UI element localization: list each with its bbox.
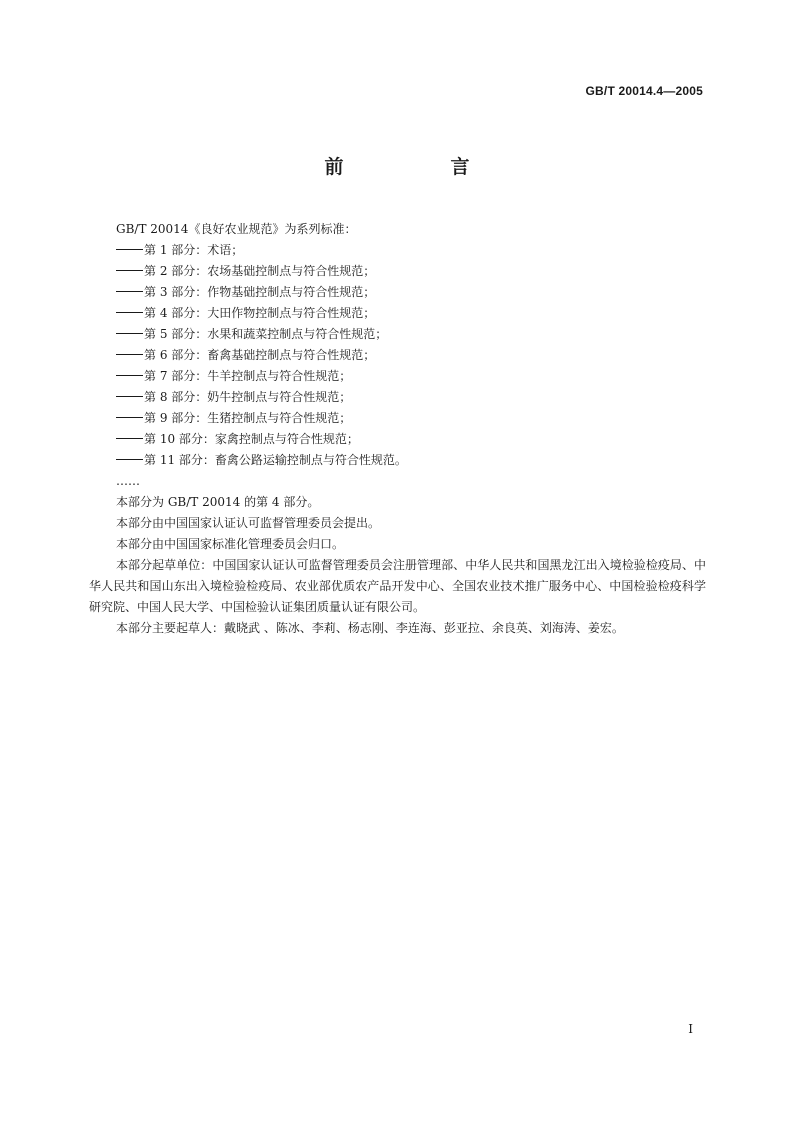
part-list-item	[89, 429, 706, 450]
part-list-item	[89, 366, 706, 387]
part-list-item	[89, 345, 706, 366]
dash-marker	[116, 438, 143, 440]
part-label: 第 9 部分：生猪控制点与符合性规范；	[144, 411, 352, 425]
dash-marker	[116, 249, 143, 251]
ellipsis-line: ……	[116, 474, 140, 488]
paragraph-part-number: 本部分为 GB/T 20014 的第 4 部分。	[116, 495, 320, 509]
page-title: 前 言	[324, 156, 514, 178]
paragraph-administrator: 本部分由中国国家标准化管理委员会归口。	[116, 537, 345, 551]
part-label: 第 7 部分：牛羊控制点与符合性规范；	[144, 369, 352, 383]
part-label: 第 10 部分：家禽控制点与符合性规范；	[144, 432, 359, 446]
part-list-item	[89, 240, 706, 261]
part-list-item	[89, 282, 706, 303]
part-label: 第 6 部分：畜禽基础控制点与符合性规范；	[144, 348, 376, 362]
dash-marker	[116, 354, 143, 356]
part-label: 第 5 部分：水果和蔬菜控制点与符合性规范；	[144, 327, 388, 341]
dash-marker	[116, 417, 143, 419]
foreword-body	[89, 219, 706, 639]
part-label: 第 4 部分：大田作物控制点与符合性规范；	[144, 306, 376, 320]
part-list-item	[89, 450, 706, 471]
dash-marker	[116, 333, 143, 335]
part-list-item	[89, 324, 706, 345]
part-label: 第 2 部分：农场基础控制点与符合性规范；	[144, 264, 376, 278]
dash-marker	[116, 270, 143, 272]
standard-code: GB/T 20014.4—2005	[585, 84, 703, 98]
part-list-item	[89, 408, 706, 429]
dash-marker	[116, 312, 143, 314]
intro-line: GB/T 20014《良好农业规范》为系列标准：	[116, 222, 357, 236]
dash-marker	[116, 291, 143, 293]
paragraph-drafters: 本部分主要起草人：戴晓武 、陈冰、李莉、杨志刚、李连海、彭亚拉、余良英、刘海涛、姜宏。	[116, 621, 624, 635]
part-label: 第 8 部分：奶牛控制点与符合性规范；	[144, 390, 352, 404]
part-list-item	[89, 303, 706, 324]
page-number: I	[688, 1022, 693, 1036]
paragraph-drafting-units: 本部分起草单位：中国国家认证认可监督管理委员会注册管理部、中华人民共和国黑龙江出入境检验检疫局、中华人民共和国山东出入境检验检疫局、农业部优质农产品开发中心、全国农业技术推广服务中心、中国检验检疫科学研究院、中国人民大学、中国检验认证集团质量认证有限公司。	[89, 558, 706, 614]
part-label: 第 11 部分：畜禽公路运输控制点与符合性规范。	[144, 453, 407, 467]
dash-marker	[116, 375, 143, 377]
dash-marker	[116, 396, 143, 398]
part-label: 第 1 部分：术语；	[144, 243, 244, 257]
dash-marker	[116, 459, 143, 461]
part-list-item	[89, 261, 706, 282]
paragraph-proposer: 本部分由中国国家认证认可监督管理委员会提出。	[116, 516, 381, 530]
part-list-item	[89, 387, 706, 408]
part-label: 第 3 部分：作物基础控制点与符合性规范；	[144, 285, 376, 299]
